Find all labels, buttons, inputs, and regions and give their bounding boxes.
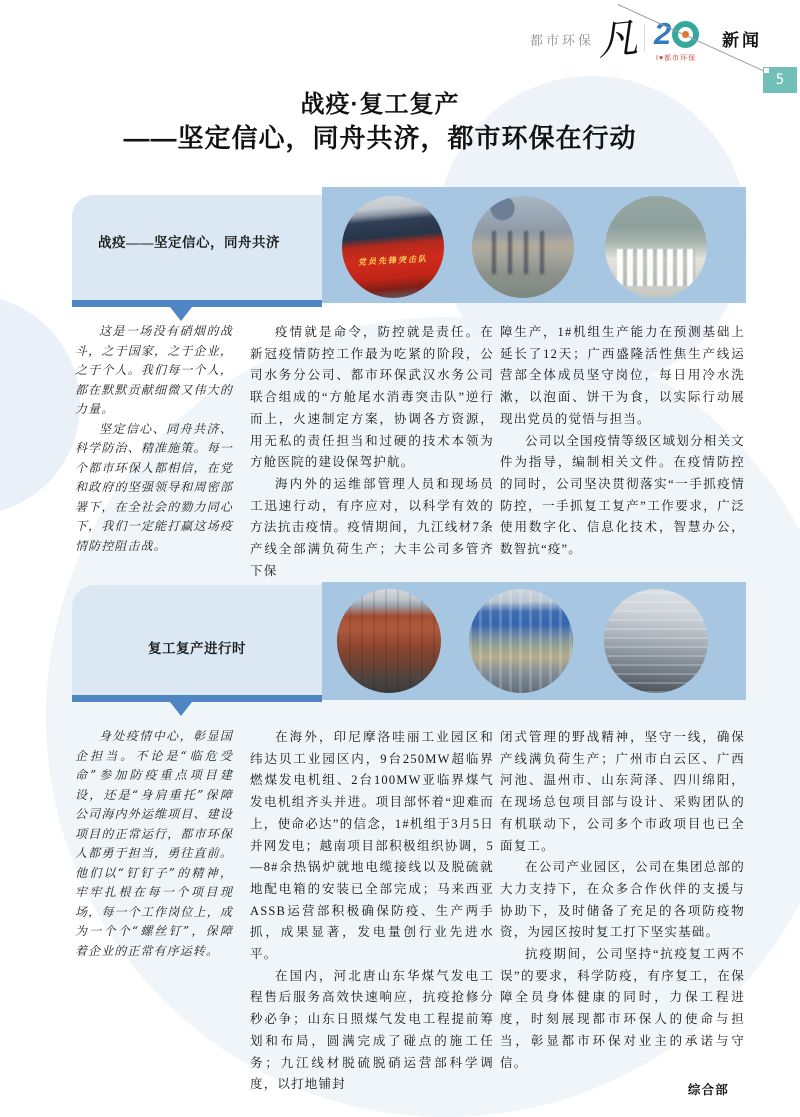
section1-accent-bar — [72, 300, 322, 307]
paragraph: 障生产，1#机组生产能力在预测基础上延长了12天；广西盛隆活性焦生产线运营部全体成员坚守岗位，每日用冷水洗漱，以泡面、饼干为食，以实际行动展现出党员的觉悟与担当。 — [500, 325, 745, 426]
section2-column3 — [500, 727, 745, 1102]
background-circle-left — [0, 295, 80, 515]
paragraph: 抗疫期间，公司坚持“抗疫复工两不误”的要求，科学防疫，有序复工，在保障全员身体健康的同时，力保工程进度，时刻展现都市环保人的使命与担当，彰显都市环保对业主的承诺与守信。 — [500, 947, 745, 1070]
paragraph: 在公司产业园区，公司在集团总部的大力支持下，在众多合作伙伴的支援与协助下，及时储备了充足的各项防疫物资，为园区按时复工打下坚实基础。 — [500, 860, 745, 940]
paragraph: 闭式管理的野战精神，坚守一线，确保产线满负荷生产；广州市白云区、广西河池、温州市、山东菏泽、四川绵阳，在现场总包项目部与设计、采购团队的有机联动下，公司多个市政项目也已全面复工。 — [500, 730, 745, 853]
section1-pointer-triangle — [170, 307, 192, 321]
page-number-badge — [763, 67, 797, 93]
section1-column3 — [500, 322, 745, 561]
anniversary-20-logo — [654, 16, 699, 52]
article-headline — [0, 90, 760, 156]
page-number: 5 — [775, 72, 785, 88]
section1-photo-courtyard — [472, 196, 574, 298]
paragraph: 公司以全国疫情等级区域划分相关文件为指导，编制相关文件。在疫情防控的同时，公司坚决贯彻落实“一手抓疫情防控，一手抓复工复产”工作要求，广泛使用数字化、信息化技术，智慧办公，数智抗“疫”。 — [500, 433, 745, 557]
section-tab-news: 新闻 — [722, 31, 762, 50]
masthead-divider — [644, 24, 645, 52]
paragraph: 在海外，印尼摩洛哇丽工业园区和纬达贝工业园区内，9台250MW超临界燃煤发电机组、2台100MW亚临界煤气发电机组齐头并进。项目部怀着“迎难而上，使命必达”的信念，1#机组于3月5日并网发电；越南项目部积极组织协调，5—8#余热锅炉就地电缆接线以及脱硫就地配电箱的安装已全部完成；马来西亚ASSB运营部积极确保防疫、生产两手抓，成果显著，发电量创行业先进水平。 — [250, 730, 494, 962]
section2-pointer-triangle — [170, 702, 192, 716]
photo-banner-text: 党员先锋突击队 — [357, 254, 429, 267]
section1-photo-band — [322, 187, 746, 303]
section2-column1 — [75, 727, 233, 961]
paragraph: 这是一场没有硝烟的战斗，之于国家，之于企业，之于个人。我们每一个人，都在默默贡献细微又伟大的力量。 — [75, 324, 233, 416]
paragraph: 海内外的运维部管理人员和现场员工迅速行动，有序应对，以科学有效的方法抗击疫情。疫情期间，九江线材7条产线全部满负荷生产；大丰公司多管齐下保 — [250, 476, 494, 578]
section2-accent-bar — [72, 695, 322, 702]
headline-line1: 战疫·复工复产 — [300, 91, 460, 118]
section1-heading-box — [72, 195, 322, 300]
section2-heading: 复工复产进行时 — [148, 641, 246, 656]
brand-name: 都市环保 — [530, 33, 595, 48]
paragraph: 坚定信心、同舟共济、科学防治、精准施策。每一个都市环保人都相信，在党和政府的坚强领导和周密部署下，在全社会的勠力同心下，我们一定能打赢这场疫情防控阻击战。 — [75, 421, 233, 553]
section2-photo-blue-structure — [469, 589, 573, 693]
section2-photo-steel-frame — [604, 589, 708, 693]
headline-line2: ——坚定信心，同舟共济，都市环保在行动 — [123, 123, 637, 153]
anniversary-tagline: I♥都市环保 — [656, 55, 697, 62]
section1-heading: 战疫——坚定信心，同舟共济 — [98, 235, 280, 250]
section2-column2 — [250, 727, 494, 1096]
paragraph: 在国内，河北唐山东华煤气发电工程售后服务高效快速响应，抗疫抢修分秒必争；山东日照煤气发电工程提前筹划和布局，圆满完成了碰点的施工任务；九江线材脱硫脱硝运营部科学调度，以打地铺封 — [250, 968, 494, 1092]
section1-photo-hazmat-team — [605, 196, 707, 298]
section1-photo-flag-team — [342, 196, 444, 298]
paragraph: 身处疫情中心，彰显国企担当。不论是“临危受命”参加防疫重点项目建设，还是“身肩重托”保障公司海内外运维项目、建设项目的正常运行，都市环保人都勇于担当，勇往直前。他们以“钉钉子”的精神，牢牢扎根在每一个项目现场，每一个工作岗位上，成为一个个“螺丝钉”，保障着企业的正常有序运转。 — [75, 729, 233, 958]
section1-column1 — [75, 322, 233, 556]
paragraph: 疫情就是命令，防控就是责任。在新冠疫情防控工作最为吃紧的阶段，公司水务分公司、都市环保武汉水务公司联合组成的“方舱尾水消毒突击队”逆行而上，火速制定方案，协调各方资源，用无私的责任担当和过硬的技术本领为方舱医院的建设保驾护航。 — [250, 325, 494, 470]
byline: 综合部 — [687, 1083, 729, 1098]
section2-photo-band — [322, 582, 746, 700]
section2-heading-box — [72, 585, 322, 695]
section1-column2 — [250, 322, 494, 582]
anniversary-digit-2: 2 — [654, 16, 672, 51]
section2-photo-red-plant — [337, 589, 441, 693]
brand-calligraphy-mark: 凡 — [595, 15, 640, 65]
